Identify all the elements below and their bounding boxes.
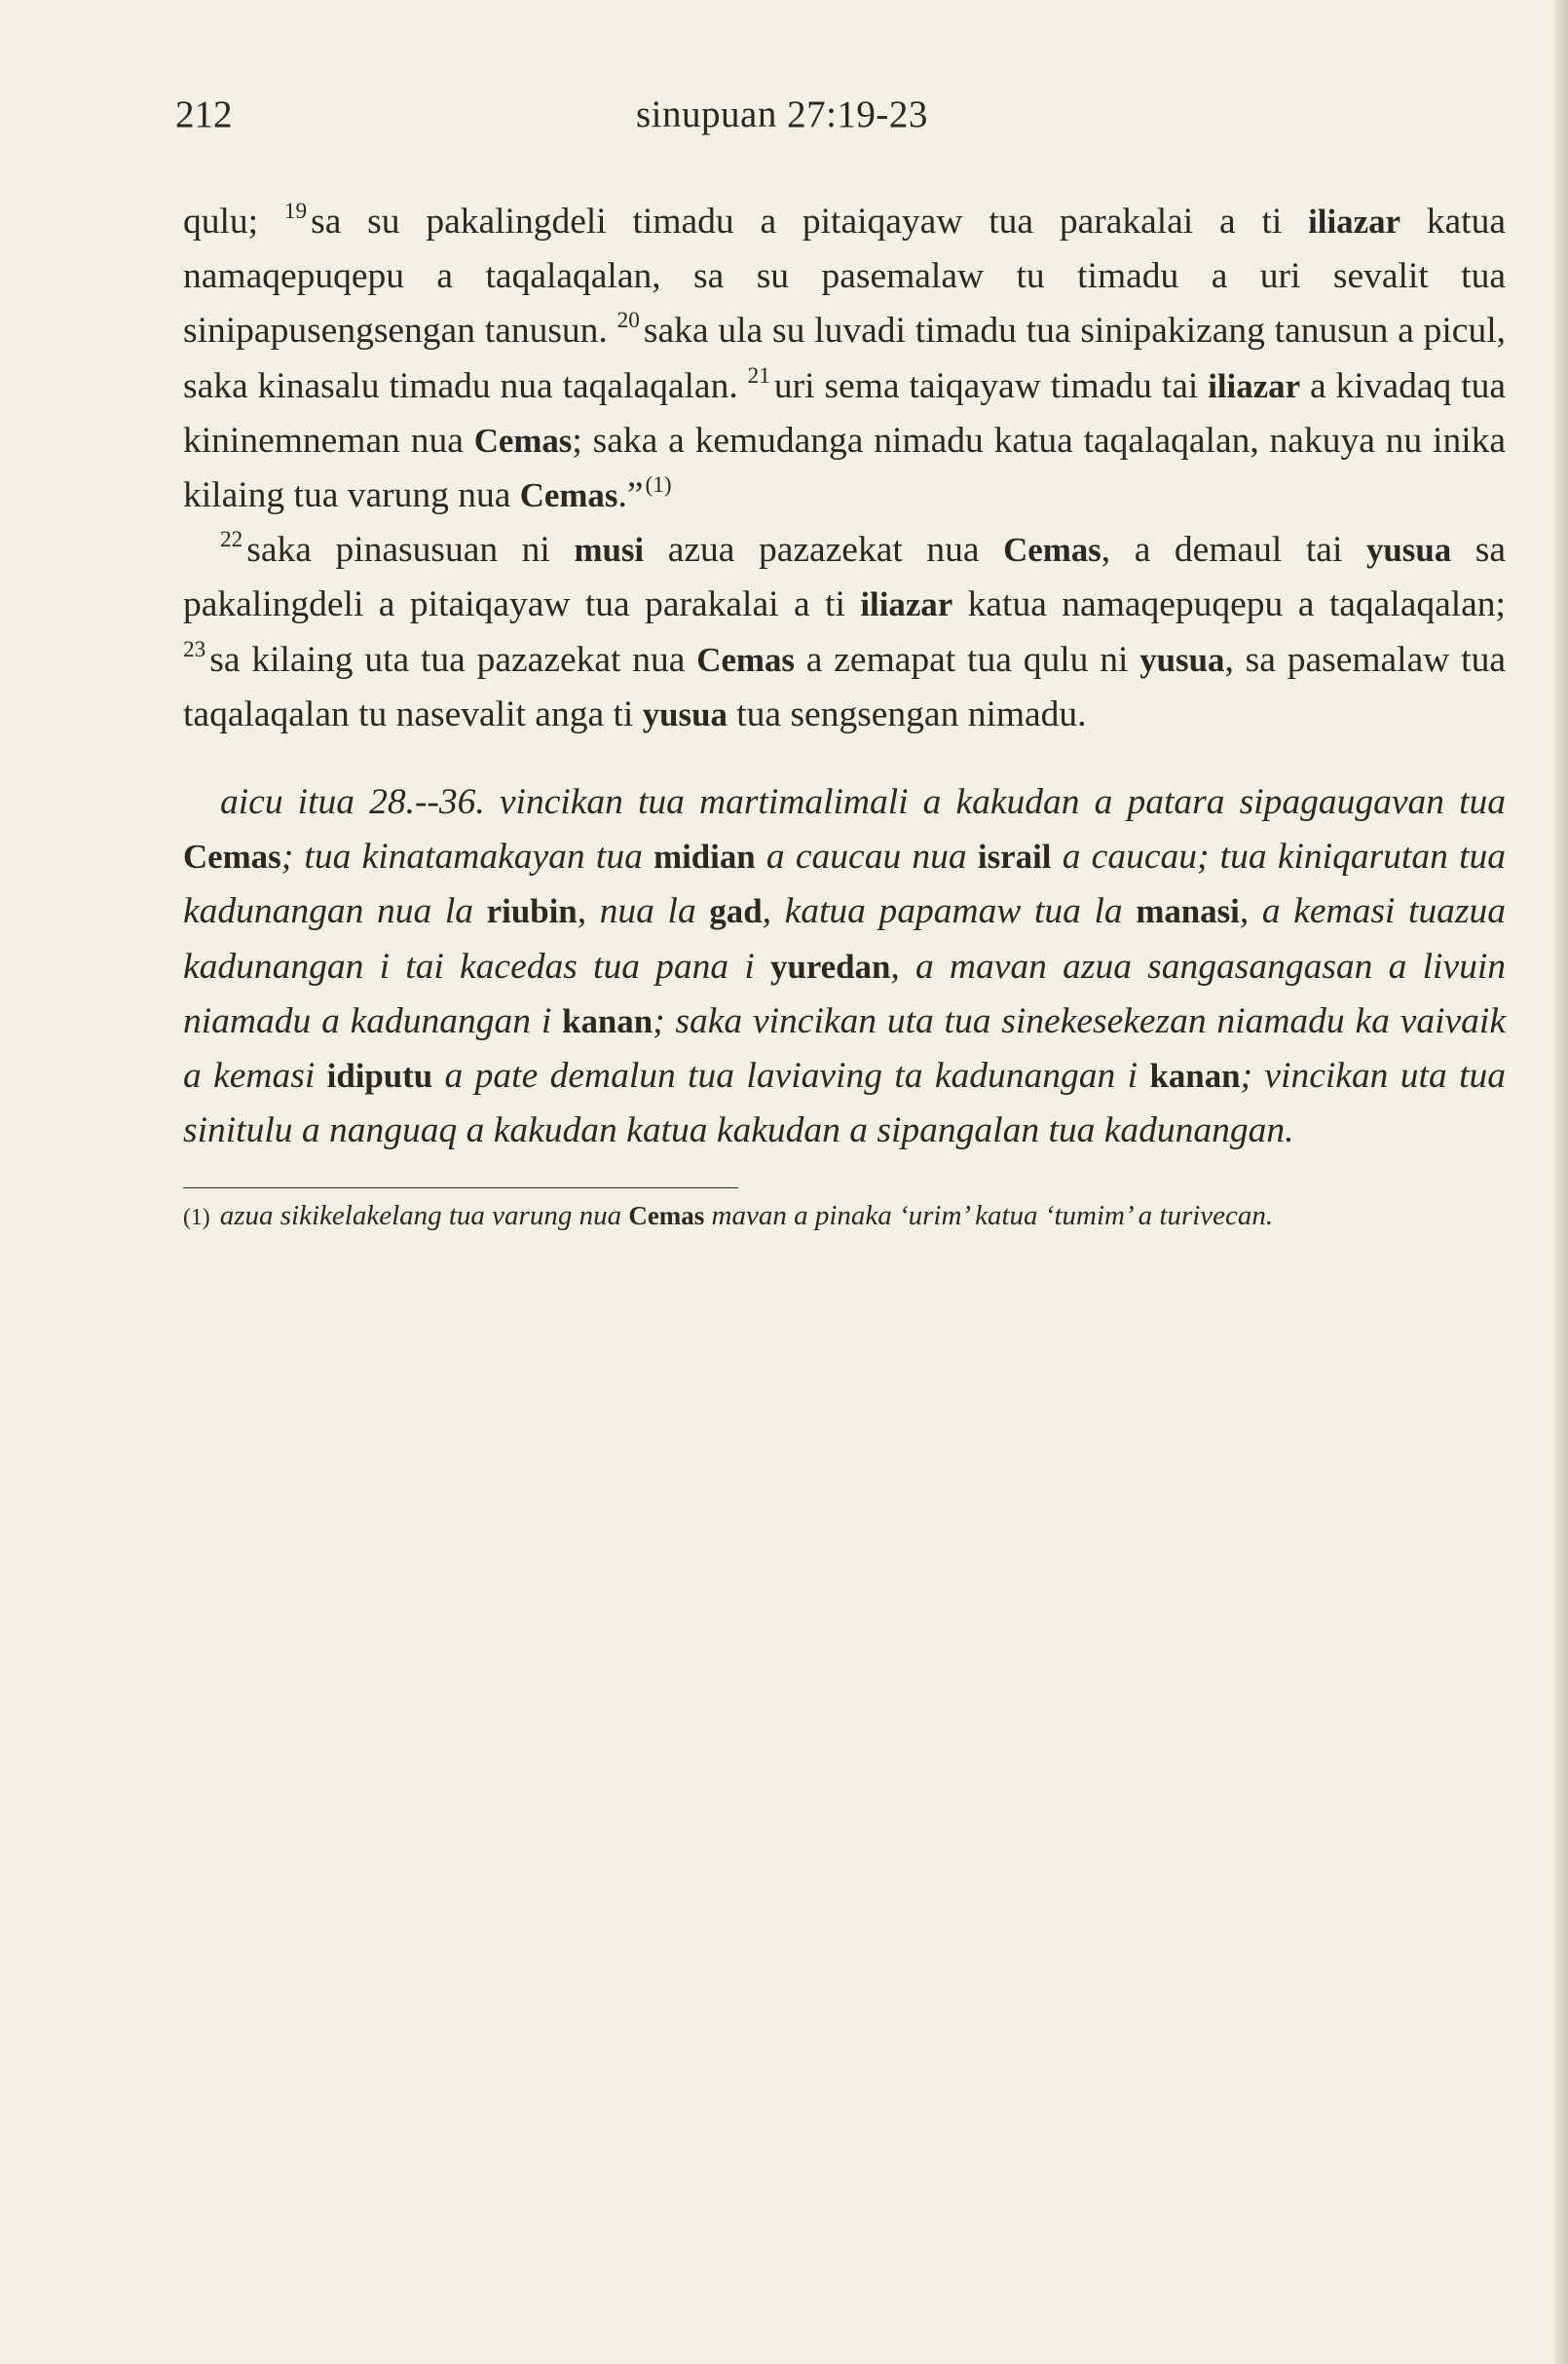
proper-name: yusua — [1365, 531, 1452, 570]
proper-name: riubin — [486, 892, 578, 931]
text-run: tua sengsengan nimadu. — [727, 694, 1087, 734]
proper-name: kanan — [1149, 1057, 1241, 1096]
proper-name: yusua — [642, 694, 728, 733]
proper-name: Cemas — [628, 1201, 705, 1231]
proper-name: iliazar — [1308, 203, 1400, 241]
text-run: , sa pasemalaw tua taqalaqalan tu nasevalit anga ti — [183, 639, 1506, 734]
summary-run: , katua papamaw tua la — [762, 891, 1137, 932]
footnote-reference[interactable]: (1) — [645, 471, 672, 498]
summary-run: , a kemasi tuazua kadunangan i tai kacedas tua pana i — [183, 891, 1506, 987]
summary-run: a caucau nua — [755, 837, 978, 878]
verse-number-21: 21 — [747, 362, 770, 389]
text-run: azua pazazekat nua — [644, 530, 1004, 571]
text-run: sa kilaing uta tua pazazekat nua — [209, 639, 697, 680]
page-number: 212 — [175, 94, 233, 135]
summary-run: aicu itua 28.--36. vincikan tua martimalimali a kakudan a patara sipagaugavan tua — [220, 782, 1506, 823]
proper-name: midian — [653, 838, 756, 877]
proper-name: iliazar — [860, 585, 953, 624]
text-run: sa pakalingdeli a pitaiqayaw tua parakalai a ti — [183, 530, 1506, 625]
page-edge — [1554, 0, 1568, 2364]
proper-name: Cemas — [183, 838, 281, 877]
proper-name: Cemas — [696, 640, 795, 679]
text-run: .” — [617, 475, 644, 516]
footnote-mark: (1) — [183, 1205, 210, 1231]
text-run: a zemapat tua qulu ni — [794, 639, 1140, 680]
verse-number-23: 23 — [183, 636, 206, 662]
text-run: , a demaul tai — [1101, 530, 1366, 571]
text-run: katua namaqepuqepu a taqalaqalan, sa su pasemalaw tu timadu a uri sevalit tua sinipapusengsengan tanusun. — [183, 202, 1506, 352]
footnote — [183, 1196, 1506, 1237]
page-header — [175, 93, 1441, 151]
proper-name: yusua — [1139, 640, 1225, 679]
proper-name: manasi — [1136, 892, 1240, 931]
footnote-run: mavan a pinaka ‘urim’ katua ‘tumim’ a turivecan. — [704, 1200, 1274, 1232]
text-run: uri sema taiqayaw timadu tai — [773, 365, 1209, 406]
verse-number-20: 20 — [616, 308, 640, 334]
proper-name: gad — [709, 892, 763, 931]
text-run: katua namaqepuqepu a taqalaqalan; — [952, 584, 1506, 625]
proper-name: Cemas — [1003, 531, 1101, 570]
summary-run: ; saka vincikan uta tua sinekesekezan niamadu ka vaivaik a kemasi — [183, 1000, 1506, 1097]
text-run: saka ula su luvadi timadu tua sinipakizang tanusun a picul, saka kinasalu timadu nua taqalaqalan. — [183, 311, 1506, 406]
summary-run: ; tua kinatamakayan tua — [280, 837, 654, 878]
verse-number-19: 19 — [283, 198, 308, 224]
summary-run: ; vincikan uta tua sinitulu a nanguaq a kakudan katua kakudan a sipangalan tua kadunangan. — [183, 1056, 1506, 1151]
text-run: sa su pakalingdeli timadu a pitaiqayaw tua parakalai a ti — [311, 202, 1309, 242]
proper-name: musi — [574, 531, 645, 570]
chapter-summary — [183, 775, 1506, 1158]
proper-name: Cemas — [519, 476, 618, 515]
page-body — [183, 195, 1506, 1237]
summary-run: , nua la — [577, 891, 710, 932]
text-run: saka pinasusuan ni — [246, 530, 575, 571]
proper-name: idiputu — [326, 1057, 433, 1096]
text-run: qulu; — [183, 202, 284, 242]
verse-number-22: 22 — [220, 527, 243, 553]
footnote-divider — [183, 1187, 738, 1188]
paragraph-verses-22-23 — [183, 523, 1506, 742]
footnote-run: azua sikikelakelang tua varung nua — [219, 1200, 629, 1232]
proper-name: Cemas — [473, 421, 573, 460]
summary-run: a pate demalun tua laviaving ta kadunangan i — [432, 1056, 1150, 1097]
paragraph-verses-19-21 — [183, 195, 1506, 523]
proper-name: iliazar — [1208, 366, 1301, 405]
summary-run: , a mavan azua sangasangasan a livuin niamadu a kadunangan i — [183, 946, 1507, 1041]
text-run: a kivadaq tua kininemneman nua — [183, 365, 1506, 461]
text-run: ; saka a kemudanga nimadu katua taqalaqalan, nakuya nu inika kilaing tua varung nua — [183, 420, 1507, 516]
proper-name: yuredan — [770, 947, 891, 986]
summary-run: a caucau; tua kiniqarutan tua kadunangan nua la — [183, 837, 1506, 932]
running-head: sinupuan 27:19-23 — [636, 94, 928, 135]
proper-name: israil — [977, 838, 1052, 877]
proper-name: kanan — [562, 1001, 653, 1040]
